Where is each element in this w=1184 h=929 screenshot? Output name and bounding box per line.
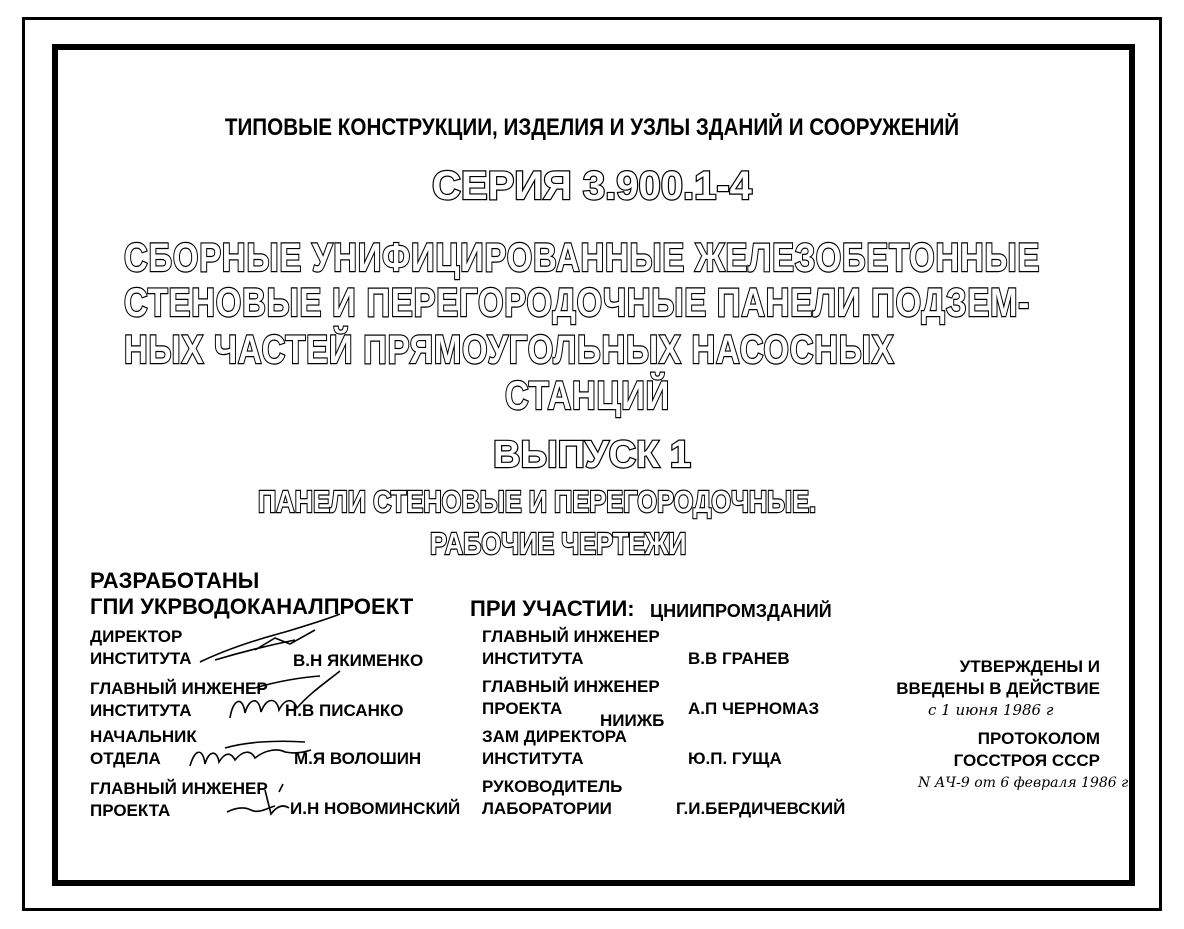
left-sig-4-title1: ГЛАВНЫЙ ИНЖЕНЕР bbox=[90, 779, 268, 798]
left-sig-1-title2: ИНСТИТУТА bbox=[90, 649, 192, 668]
left-sig-1-name: В.Н ЯКИМЕНКО bbox=[293, 651, 424, 670]
participation-org: ЦНИИПРОМЗДАНИЙ bbox=[650, 601, 832, 621]
title-line-1: СБОРНЫЕ УНИФИЦИРОВАННЫЕ ЖЕЛЕЗОБЕТОННЫЕ bbox=[124, 236, 1041, 280]
left-sig-2-name: Н.В ПИСАНКО bbox=[285, 701, 404, 720]
participation-label: ПРИ УЧАСТИИ: bbox=[470, 596, 635, 621]
approval-line-1: УТВЕРЖДЕНЫ И bbox=[959, 657, 1100, 676]
header-text: ТИПОВЫЕ КОНСТРУКЦИИ, ИЗДЕЛИЯ И УЗЛЫ ЗДАНИЙ И СООРУЖЕНИЙ bbox=[224, 114, 960, 141]
right-sig-3-title2: ИНСТИТУТА bbox=[482, 749, 584, 768]
right-sig-1-title1: ГЛАВНЫЙ ИНЖЕНЕР bbox=[482, 627, 660, 646]
signature-4 bbox=[225, 780, 295, 820]
signature-1 bbox=[195, 610, 345, 670]
right-sig-3-name: Ю.П. ГУЩА bbox=[688, 749, 782, 768]
approval-protocol: N АЧ-9 от 6 февраля 1986 г bbox=[918, 775, 1129, 791]
right-sig-1-name: В.В ГРАНЕВ bbox=[688, 649, 790, 668]
left-sig-1-title1: ДИРЕКТОР bbox=[90, 627, 183, 646]
subtitle-line-2: РАБОЧИЕ ЧЕРТЕЖИ bbox=[430, 526, 687, 561]
right-sig-4-title1: РУКОВОДИТЕЛЬ bbox=[482, 777, 623, 796]
title-line-4: СТАНЦИЙ bbox=[505, 374, 671, 418]
signature-2 bbox=[225, 668, 345, 723]
left-sig-3-title2: ОТДЕЛА bbox=[90, 749, 161, 768]
left-sig-3-title1: НАЧАЛЬНИК bbox=[90, 727, 197, 746]
right-sig-2-title2: ПРОЕКТА bbox=[482, 699, 563, 718]
left-sig-4-name: И.Н НОВОМИНСКИЙ bbox=[290, 799, 461, 818]
approval-line-2: ВВЕДЕНЫ В ДЕЙСТВИЕ bbox=[896, 679, 1100, 698]
developed-org: ГПИ УКРВОДОКАНАЛПРОЕКТ bbox=[90, 594, 414, 619]
subtitle-line-1: ПАНЕЛИ СТЕНОВЫЕ И ПЕРЕГОРОДОЧНЫЕ. bbox=[258, 484, 817, 519]
left-sig-2-title2: ИНСТИТУТА bbox=[90, 701, 192, 720]
series-title: СЕРИЯ 3.900.1-4 bbox=[432, 164, 752, 208]
developed-label: РАЗРАБОТАНЫ bbox=[90, 568, 260, 593]
participation-org2: НИИЖБ bbox=[600, 711, 665, 730]
right-sig-2-title1: ГЛАВНЫЙ ИНЖЕНЕР bbox=[482, 677, 660, 696]
signature-3 bbox=[185, 728, 315, 773]
issue-title: ВЫПУСК 1 bbox=[493, 434, 691, 476]
title-line-2: СТЕНОВЫЕ И ПЕРЕГОРОДОЧНЫЕ ПАНЕЛИ ПОДЗЕМ- bbox=[124, 281, 1031, 325]
right-sig-3-title1: ЗАМ ДИРЕКТОРА bbox=[482, 727, 627, 746]
approval-line-4: ГОССТРОЯ СССР bbox=[953, 751, 1100, 770]
right-sig-4-name: Г.И.БЕРДИЧЕВСКИЙ bbox=[676, 799, 846, 818]
left-sig-2-title1: ГЛАВНЫЙ ИНЖЕНЕР bbox=[90, 679, 268, 698]
left-sig-4-title2: ПРОЕКТА bbox=[90, 801, 171, 820]
right-sig-4-title2: ЛАБОРАТОРИИ bbox=[482, 799, 612, 818]
title-line-3: НЫХ ЧАСТЕЙ ПРЯМОУГОЛЬНЫХ НАСОСНЫХ bbox=[124, 328, 895, 372]
approval-date: с 1 июня 1986 г bbox=[928, 701, 1054, 719]
right-sig-2-name: А.П ЧЕРНОМАЗ bbox=[688, 699, 820, 718]
right-sig-1-title2: ИНСТИТУТА bbox=[482, 649, 584, 668]
approval-line-3: ПРОТОКОЛОМ bbox=[977, 729, 1100, 748]
left-sig-3-name: М.Я ВОЛОШИН bbox=[294, 749, 422, 768]
